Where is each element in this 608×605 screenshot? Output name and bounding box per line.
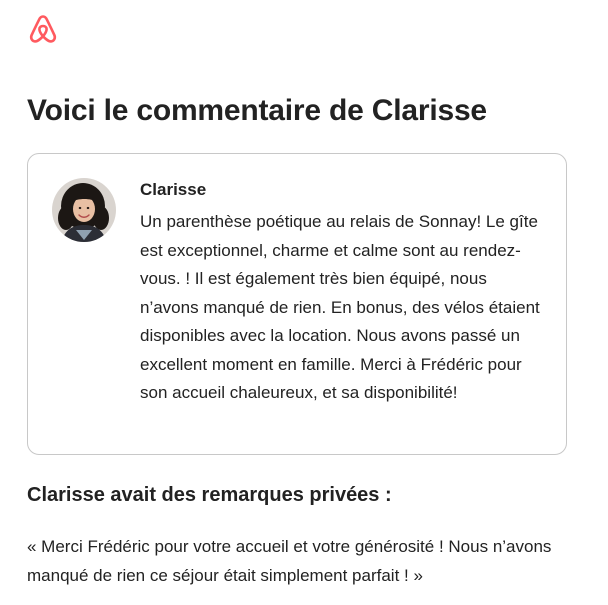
review-text: Un parenthèse poétique au relais de Sonnay! Le gîte est exceptionnel, charme et calme sont au rendez-vous. ! Il est également très bien équipé, nous n’avons manqué de rien. En bonus, des vélos étaient disponibles avec la location. Nous avons passé un excellent moment en famille. Merci à Frédéric pour son accueil chaleureux, et sa disponibilité! [140, 212, 540, 402]
page-title: Voici le commentaire de Clarisse [27, 94, 487, 127]
reviewer-name: Clarisse [140, 180, 207, 199]
review-card [27, 153, 567, 455]
private-remarks-text: « Merci Frédéric pour votre accueil et votre générosité ! Nous n’avons manqué de rien ce séjour était simplement parfait ! » [27, 537, 552, 585]
reviewer-avatar[interactable] [52, 178, 116, 242]
airbnb-logo-icon[interactable] [27, 12, 59, 46]
private-remarks-heading: Clarisse avait des remarques privées : [27, 484, 392, 506]
